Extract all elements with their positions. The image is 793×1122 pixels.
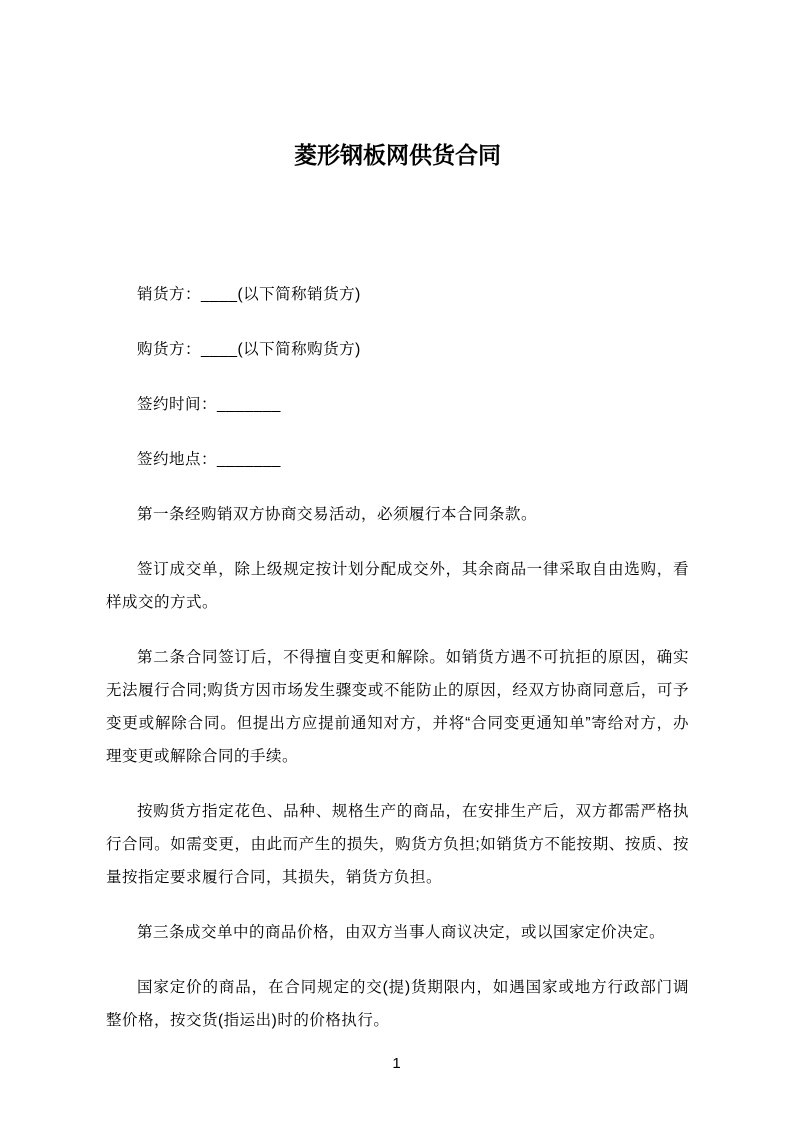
signing-time-line: 签约时间：_______ — [137, 396, 281, 413]
signing-place-line: 签约地点：_______ — [137, 451, 281, 468]
seller-line: 销货方：____(以下简称销货方) — [137, 286, 361, 303]
document-title: 菱形钢板网供货合同 — [294, 142, 501, 168]
document-content — [106, 138, 689, 1059]
clause-1-paragraph: 第一条经购销双方协商交易活动，必须履行本合同条款。 — [137, 506, 538, 523]
clause-2-paragraph: 第二条合同签订后，不得擅自变更和解除。如销货方遇不可抗拒的原因，确实无法履行合同;购货方因市场发生骤变或不能防止的原因，经双方协商同意后，可予变更或解除合同。但提出方应提前通知对方，并将“合同变更通知单”寄给对方，办理变更或解除合同的手续。 — [106, 649, 689, 765]
clause-3-paragraph: 第三条成交单中的商品价格，由双方当事人商议决定，或以国家定价决定。 — [137, 924, 666, 941]
buyer-line: 购货方：____(以下简称购货方) — [137, 341, 361, 358]
page-number: 1 — [392, 1055, 401, 1072]
clause-3-detail-paragraph: 国家定价的商品，在合同规定的交(提)货期限内，如遇国家或地方行政部门调整价格，按交货(指运出)时的价格执行。 — [106, 979, 689, 1029]
clause-1-detail-paragraph: 签订成交单，除上级规定按计划分配成交外，其余商品一律采取自由选购，看样成交的方式。 — [106, 561, 689, 611]
clause-2-detail-paragraph: 按购货方指定花色、品种、规格生产的商品，在安排生产后，双方都需严格执行合同。如需变更，由此而产生的损失，购货方负担;如销货方不能按期、按质、按量按指定要求履行合同，其损失，销货方负担。 — [106, 803, 689, 886]
